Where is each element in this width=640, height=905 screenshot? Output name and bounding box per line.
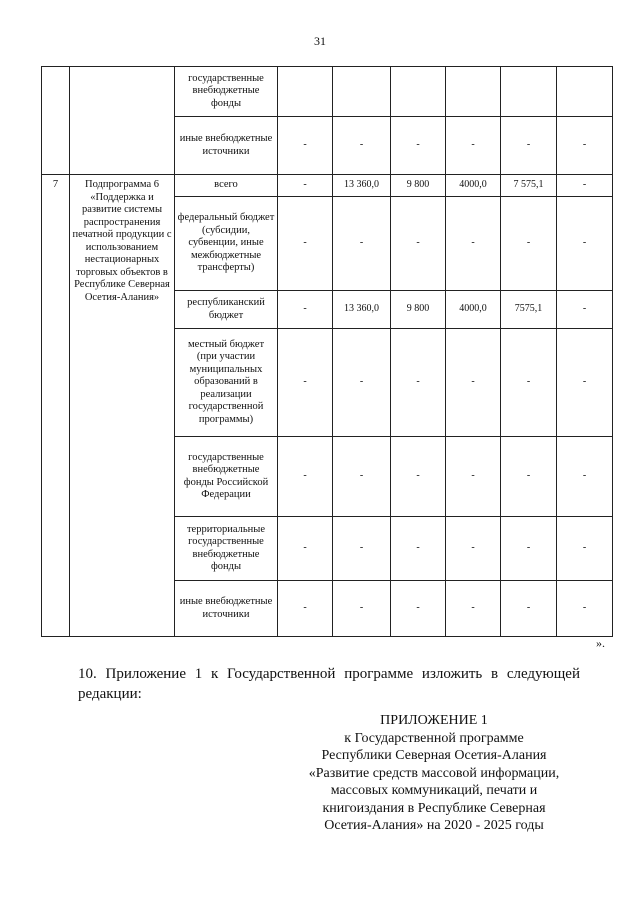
value-cell: - bbox=[501, 437, 557, 517]
value-cell: 13 360,0 bbox=[333, 291, 391, 329]
row-number-cell bbox=[42, 67, 70, 175]
value-cell: 7 575,1 bbox=[501, 175, 557, 197]
amendment-paragraph bbox=[78, 664, 580, 704]
funding-source-cell: федеральный бюджет (субсидии, субвенции, иные межбюджетные трансферты) bbox=[175, 197, 278, 291]
value-cell bbox=[333, 67, 391, 117]
value-cell: - bbox=[557, 291, 613, 329]
value-cell: - bbox=[557, 197, 613, 291]
value-cell: - bbox=[278, 197, 333, 291]
value-cell: - bbox=[557, 175, 613, 197]
value-cell: - bbox=[391, 437, 446, 517]
value-cell: - bbox=[278, 175, 333, 197]
program-name-cell bbox=[70, 67, 175, 175]
appendix-title: ПРИЛОЖЕНИЕ 1 bbox=[380, 713, 488, 728]
value-cell: - bbox=[391, 517, 446, 581]
value-cell: - bbox=[501, 517, 557, 581]
paragraph-line-2: редакции: bbox=[78, 686, 142, 702]
appendix-line: Осетия-Алания» на 2020 - 2025 годы bbox=[324, 818, 544, 833]
funding-source-cell: государственные внебюджетные фонды bbox=[175, 67, 278, 117]
value-cell: - bbox=[557, 329, 613, 437]
value-cell: - bbox=[557, 581, 613, 637]
value-cell: - bbox=[501, 581, 557, 637]
value-cell: - bbox=[391, 329, 446, 437]
value-cell: - bbox=[278, 581, 333, 637]
row-number-cell: 7 bbox=[42, 175, 70, 637]
value-cell: - bbox=[446, 581, 501, 637]
appendix-heading bbox=[284, 712, 584, 835]
value-cell: - bbox=[333, 117, 391, 175]
appendix-line: Республики Северная Осетия-Алания bbox=[321, 748, 547, 763]
value-cell: 13 360,0 bbox=[333, 175, 391, 197]
value-cell: - bbox=[278, 291, 333, 329]
value-cell: - bbox=[391, 197, 446, 291]
value-cell: - bbox=[278, 437, 333, 517]
appendix-line: массовых коммуникаций, печати и bbox=[330, 783, 538, 798]
value-cell: - bbox=[557, 117, 613, 175]
value-cell: - bbox=[501, 329, 557, 437]
value-cell: 9 800 bbox=[391, 175, 446, 197]
value-cell: - bbox=[446, 329, 501, 437]
value-cell: - bbox=[446, 437, 501, 517]
value-cell bbox=[278, 67, 333, 117]
value-cell: 4000,0 bbox=[446, 291, 501, 329]
value-cell: 9 800 bbox=[391, 291, 446, 329]
value-cell: - bbox=[333, 329, 391, 437]
value-cell: - bbox=[501, 197, 557, 291]
closing-quote: ». bbox=[596, 636, 605, 650]
value-cell: - bbox=[333, 437, 391, 517]
value-cell: - bbox=[446, 117, 501, 175]
value-cell: - bbox=[278, 117, 333, 175]
value-cell: - bbox=[333, 197, 391, 291]
value-cell: - bbox=[557, 437, 613, 517]
funding-source-cell: всего bbox=[175, 175, 278, 197]
program-name-cell: Подпрограмма 6 «Поддержка и развитие системы распространения печатной продукции с использованием нестационарных торговых объектов в Республике Северная Осетия-Алания» bbox=[70, 175, 175, 637]
value-cell: - bbox=[446, 197, 501, 291]
funding-source-cell: местный бюджет (при участии муниципальных образований в реализации государственной программы) bbox=[175, 329, 278, 437]
value-cell: - bbox=[446, 517, 501, 581]
funding-source-cell: государственные внебюджетные фонды Российской Федерации bbox=[175, 437, 278, 517]
funding-source-cell: территориальные государственные внебюджетные фонды bbox=[175, 517, 278, 581]
value-cell: - bbox=[391, 581, 446, 637]
value-cell: - bbox=[501, 117, 557, 175]
funding-source-cell: республиканский бюджет bbox=[175, 291, 278, 329]
value-cell: 7575,1 bbox=[501, 291, 557, 329]
appendix-line: книгоиздания в Республике Северная bbox=[322, 800, 546, 816]
value-cell: - bbox=[557, 517, 613, 581]
value-cell bbox=[446, 67, 501, 117]
value-cell bbox=[557, 67, 613, 117]
paragraph-line-1: 10. Приложение 1 к Государственной программе изложить в следующей bbox=[78, 666, 580, 682]
value-cell: - bbox=[391, 117, 446, 175]
page-number: 31 bbox=[314, 34, 326, 48]
value-cell: - bbox=[278, 329, 333, 437]
budget-table bbox=[41, 66, 613, 637]
table-row bbox=[42, 67, 613, 117]
value-cell: 4000,0 bbox=[446, 175, 501, 197]
value-cell: - bbox=[333, 517, 391, 581]
value-cell bbox=[501, 67, 557, 117]
table-row bbox=[42, 175, 613, 197]
funding-source-cell: иные внебюджетные источники bbox=[175, 117, 278, 175]
funding-source-cell: иные внебюджетные источники bbox=[175, 581, 278, 637]
value-cell bbox=[391, 67, 446, 117]
appendix-line: «Развитие средств массовой информации, bbox=[308, 765, 560, 781]
appendix-line: к Государственной программе bbox=[344, 730, 524, 746]
value-cell: - bbox=[278, 517, 333, 581]
value-cell: - bbox=[333, 581, 391, 637]
